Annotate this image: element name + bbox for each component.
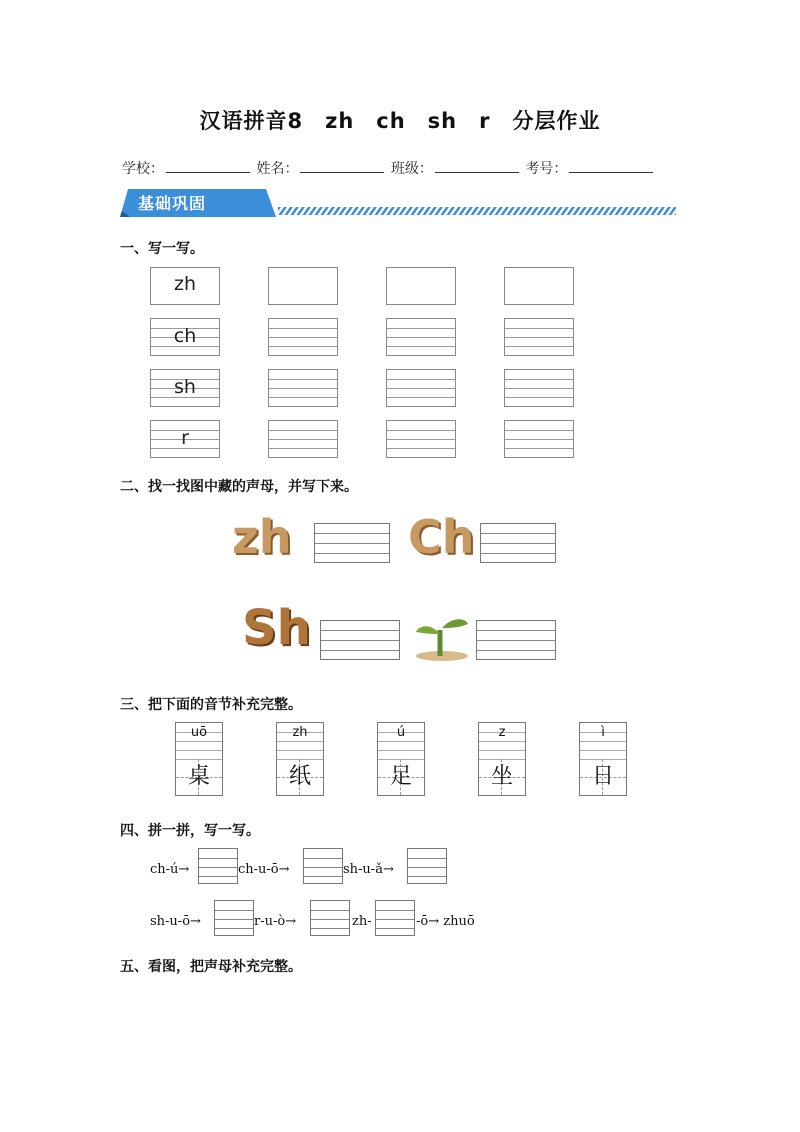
syllable-pinyin: ú: [396, 725, 406, 740]
writing-grid[interactable]: [386, 318, 456, 356]
spelling-prompt: r-u-ò→: [254, 914, 297, 929]
page-title: 汉语拼音8 zh ch sh r 分层作业: [199, 109, 601, 133]
writing-grid[interactable]: [150, 267, 220, 305]
writing-grid[interactable]: [504, 369, 574, 407]
writing-grid[interactable]: [504, 318, 574, 356]
grid-letter-ch: ch: [173, 325, 197, 347]
syllable-cell[interactable]: [175, 722, 223, 796]
syllable-character: 纸: [288, 764, 311, 789]
sprout-picture: [412, 612, 472, 662]
answer-box[interactable]: [480, 523, 556, 563]
grid-letter-sh: sh: [174, 376, 196, 398]
spelling-prompt: sh-u-ō→: [150, 914, 201, 929]
spelling-prompt: zh-: [352, 914, 372, 929]
syllable-cell[interactable]: [276, 722, 324, 796]
name-label: 姓名：: [256, 161, 299, 177]
zh-picture-letters: zh: [232, 510, 292, 564]
answer-box[interactable]: [314, 523, 390, 563]
school-field[interactable]: [166, 160, 250, 173]
number-field[interactable]: [569, 160, 653, 173]
writing-grid[interactable]: [504, 267, 574, 305]
spelling-prompt: -ō→ zhuō: [416, 914, 475, 929]
syllable-cell[interactable]: [478, 722, 526, 796]
writing-grid[interactable]: [268, 267, 338, 305]
spelling-box[interactable]: [303, 848, 343, 884]
sh-picture: [242, 600, 322, 662]
class-field[interactable]: [435, 160, 519, 173]
class-label: 班级：: [390, 161, 433, 177]
question-1-title: 一、写一写。: [120, 241, 204, 257]
syllable-cell[interactable]: [579, 722, 627, 796]
spelling-box[interactable]: [214, 900, 254, 936]
sh-picture-letters: Sh: [242, 600, 311, 656]
spelling-box[interactable]: [407, 848, 447, 884]
student-info-line: [122, 158, 655, 178]
syllable-pinyin: z: [498, 725, 506, 740]
answer-box[interactable]: [320, 620, 400, 660]
spelling-box[interactable]: [375, 900, 415, 936]
syllable-character: 桌: [187, 764, 210, 789]
question-5-title: 五、看图，把声母补充完整。: [120, 959, 302, 975]
spelling-prompt: ch-ú→: [150, 862, 190, 877]
ch-picture: [408, 510, 488, 570]
writing-grid[interactable]: [150, 420, 220, 458]
writing-grid[interactable]: [504, 420, 574, 458]
ch-picture-letters: Ch: [408, 510, 475, 564]
number-label: 考号：: [525, 161, 568, 177]
zh-picture: [232, 510, 312, 570]
question-4-title: 四、拼一拼，写一写。: [120, 823, 260, 839]
writing-grid[interactable]: [268, 420, 338, 458]
syllable-character: 坐: [490, 764, 513, 789]
syllable-character: 日: [591, 764, 614, 789]
spelling-prompt: ch-u-ō→: [238, 862, 290, 877]
writing-grid[interactable]: [150, 318, 220, 356]
answer-box[interactable]: [476, 620, 556, 660]
grid-letter-zh: zh: [173, 273, 196, 295]
school-label: 学校：: [122, 161, 164, 177]
writing-grid[interactable]: [386, 420, 456, 458]
grid-letter-r: r: [181, 427, 189, 449]
syllable-pinyin: uō: [190, 725, 208, 740]
syllable-pinyin: zh: [292, 725, 308, 740]
syllable-cell[interactable]: [377, 722, 425, 796]
spelling-prompt: sh-u-ǎ→: [343, 862, 394, 877]
syllable-character: 足: [389, 764, 412, 789]
writing-grid[interactable]: [268, 369, 338, 407]
spelling-box[interactable]: [310, 900, 350, 936]
writing-grid[interactable]: [150, 369, 220, 407]
section-banner: [118, 187, 678, 219]
writing-grid[interactable]: [386, 267, 456, 305]
question-3-title: 三、把下面的音节补充完整。: [120, 697, 302, 713]
question-2-title: 二、找一找图中藏的声母，并写下来。: [120, 479, 358, 495]
syllable-pinyin: ì: [601, 725, 605, 740]
writing-grid[interactable]: [268, 318, 338, 356]
spelling-box[interactable]: [198, 848, 238, 884]
writing-grid[interactable]: [386, 369, 456, 407]
name-field[interactable]: [300, 160, 384, 173]
banner-label: 基础巩固: [138, 194, 207, 213]
